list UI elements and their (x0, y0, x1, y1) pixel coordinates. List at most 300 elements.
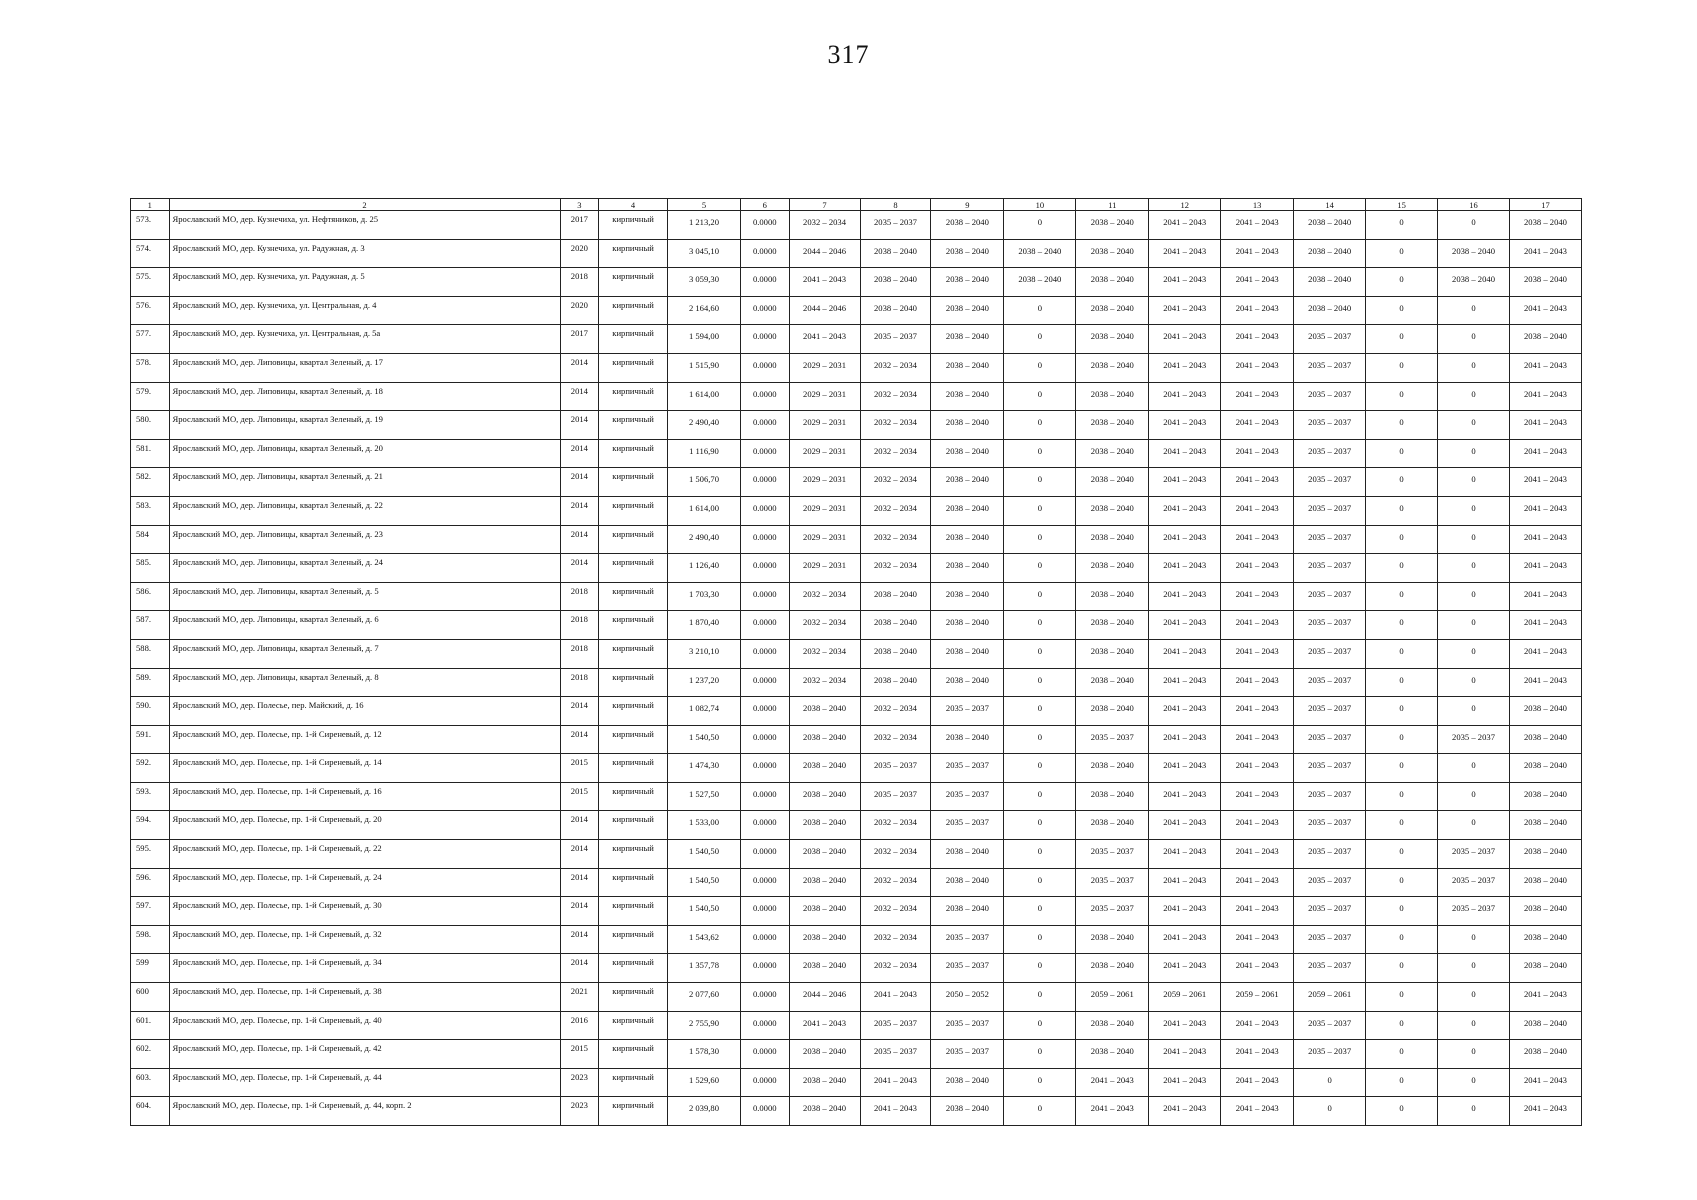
table-cell: кирпичный (599, 925, 668, 954)
table-cell: 2015 (560, 754, 599, 783)
table-cell: 2035 – 2037 (1438, 868, 1510, 897)
table-cell: 2014 (560, 496, 599, 525)
table-row (131, 954, 1582, 983)
table-cell: 2038 – 2040 (931, 725, 1004, 754)
address-cell: Ярославский МО, дер. Липовицы, квартал Зеленый, д. 6 (169, 611, 560, 640)
table-cell: 2041 – 2043 (1149, 382, 1221, 411)
table-cell: 2041 – 2043 (1149, 268, 1221, 297)
table-cell: 0 (1438, 211, 1510, 240)
address-cell: Ярославский МО, дер. Полесье, пр. 1-й Сиреневый, д. 38 (169, 983, 560, 1012)
column-header-12: 12 (1149, 199, 1221, 211)
table-cell: 2041 – 2043 (1221, 554, 1294, 583)
table-cell: 0 (1366, 782, 1438, 811)
table-cell: 2035 – 2037 (1294, 554, 1366, 583)
table-cell: 2041 – 2043 (1221, 239, 1294, 268)
table-cell: 0.0000 (740, 668, 789, 697)
table-cell: 2038 – 2040 (1294, 268, 1366, 297)
table-cell: 2038 – 2040 (1509, 725, 1581, 754)
table-cell: 2014 (560, 725, 599, 754)
address-cell: Ярославский МО, дер. Полесье, пр. 1-й Сиреневый, д. 44 (169, 1068, 560, 1097)
table-cell: 2035 – 2037 (1294, 811, 1366, 840)
table-cell: 2038 – 2040 (1509, 954, 1581, 983)
table-cell: 0.0000 (740, 353, 789, 382)
address-cell: Ярославский МО, дер. Липовицы, квартал Зеленый, д. 22 (169, 496, 560, 525)
table-cell: 2038 – 2040 (1004, 268, 1076, 297)
table-cell: 1 543,62 (668, 925, 741, 954)
table-cell: 0 (1438, 296, 1510, 325)
table-cell: 2035 – 2037 (1294, 439, 1366, 468)
table-row (131, 353, 1582, 382)
table-cell: 2041 – 2043 (1221, 840, 1294, 869)
table-cell: 0 (1438, 811, 1510, 840)
table-cell: 0 (1366, 668, 1438, 697)
table-cell: кирпичный (599, 611, 668, 640)
address-cell: Ярославский МО, дер. Полесье, пр. 1-й Сиреневый, д. 44, корп. 2 (169, 1097, 560, 1126)
table-cell: 0.0000 (740, 983, 789, 1012)
table-row (131, 754, 1582, 783)
table-cell: 2041 – 2043 (1149, 296, 1221, 325)
table-cell: кирпичный (599, 496, 668, 525)
table-cell: 2035 – 2037 (1076, 897, 1149, 926)
table-cell: 2041 – 2043 (1221, 782, 1294, 811)
table-cell: 2 490,40 (668, 525, 741, 554)
table-cell: 1 594,00 (668, 325, 741, 354)
table-cell: 0 (1366, 1068, 1438, 1097)
table-cell: 2038 – 2040 (1509, 840, 1581, 869)
table-cell: 2035 – 2037 (1294, 1040, 1366, 1069)
table-cell: 2018 (560, 611, 599, 640)
table-cell: 0.0000 (740, 925, 789, 954)
row-number-cell: 583. (131, 496, 170, 525)
table-cell: 2041 – 2043 (1509, 611, 1581, 640)
table-cell: 0 (1366, 1011, 1438, 1040)
table-cell: 0 (1004, 954, 1076, 983)
table-cell: 0 (1004, 611, 1076, 640)
column-header-9: 9 (931, 199, 1004, 211)
column-header-3: 3 (560, 199, 599, 211)
table-cell: 2014 (560, 525, 599, 554)
table-cell: 2041 – 2043 (1509, 382, 1581, 411)
table-row (131, 1011, 1582, 1040)
table-cell: 2035 – 2037 (931, 954, 1004, 983)
table-cell: 0 (1004, 1068, 1076, 1097)
table-cell: 0 (1004, 725, 1076, 754)
table-cell: 1 116,90 (668, 439, 741, 468)
table-row (131, 611, 1582, 640)
table-cell: 2035 – 2037 (1294, 496, 1366, 525)
table-cell: 0.0000 (740, 496, 789, 525)
table-cell: 2041 – 2043 (1221, 954, 1294, 983)
table-cell: 1 540,50 (668, 725, 741, 754)
table-cell: 2038 – 2040 (1076, 268, 1149, 297)
table-cell: 2032 – 2034 (860, 353, 931, 382)
table-cell: 2018 (560, 268, 599, 297)
table-cell: 2038 – 2040 (1509, 1040, 1581, 1069)
table-cell: 2014 (560, 439, 599, 468)
table-cell: 2035 – 2037 (1294, 954, 1366, 983)
address-cell: Ярославский МО, дер. Липовицы, квартал Зеленый, д. 5 (169, 582, 560, 611)
table-cell: 2035 – 2037 (1294, 725, 1366, 754)
table-cell: 2035 – 2037 (1076, 725, 1149, 754)
table-cell: 2038 – 2040 (1076, 582, 1149, 611)
table-cell: 2015 (560, 782, 599, 811)
address-cell: Ярославский МО, дер. Кузнечиха, ул. Центральная, д. 5а (169, 325, 560, 354)
table-cell: 2041 – 2043 (1509, 496, 1581, 525)
table-cell: 0 (1438, 1068, 1510, 1097)
table-cell: 0 (1438, 639, 1510, 668)
table-cell: 0 (1438, 554, 1510, 583)
table-cell: 2014 (560, 554, 599, 583)
table-cell: 1 578,30 (668, 1040, 741, 1069)
table-cell: 2041 – 2043 (1149, 782, 1221, 811)
table-cell: 2041 – 2043 (1149, 611, 1221, 640)
table-cell: 0 (1438, 411, 1510, 440)
table-cell: кирпичный (599, 296, 668, 325)
table-cell: 1 126,40 (668, 554, 741, 583)
table-row (131, 811, 1582, 840)
table-cell: 2041 – 2043 (1509, 983, 1581, 1012)
table-cell: 0 (1004, 811, 1076, 840)
table-row (131, 897, 1582, 926)
table-cell: 0 (1004, 1040, 1076, 1069)
table-cell: 0.0000 (740, 611, 789, 640)
row-number-cell: 587. (131, 611, 170, 640)
table-cell: 2038 – 2040 (1076, 439, 1149, 468)
table-cell: кирпичный (599, 1011, 668, 1040)
table-cell: 2018 (560, 639, 599, 668)
row-number-cell: 579. (131, 382, 170, 411)
table-cell: 0 (1366, 325, 1438, 354)
table-cell: 1 213,20 (668, 211, 741, 240)
table-cell: 2038 – 2040 (1509, 1011, 1581, 1040)
column-header-14: 14 (1294, 199, 1366, 211)
table-cell: кирпичный (599, 840, 668, 869)
table-cell: 2038 – 2040 (1076, 782, 1149, 811)
table-cell: 0.0000 (740, 296, 789, 325)
table-cell: 2035 – 2037 (860, 1011, 931, 1040)
row-number-cell: 589. (131, 668, 170, 697)
table-cell: 2035 – 2037 (860, 325, 931, 354)
table-row (131, 983, 1582, 1012)
table-cell: 0 (1004, 382, 1076, 411)
row-number-cell: 604. (131, 1097, 170, 1126)
table-cell: 2041 – 2043 (1149, 211, 1221, 240)
table-cell: 0.0000 (740, 840, 789, 869)
address-cell: Ярославский МО, дер. Липовицы, квартал Зеленый, д. 21 (169, 468, 560, 497)
column-header-7: 7 (789, 199, 860, 211)
table-cell: 1 082,74 (668, 697, 741, 726)
table-cell: 2041 – 2043 (1221, 439, 1294, 468)
table-cell: кирпичный (599, 725, 668, 754)
table-cell: 0 (1366, 411, 1438, 440)
table-cell: 0 (1004, 468, 1076, 497)
table-cell: кирпичный (599, 668, 668, 697)
address-cell: Ярославский МО, дер. Полесье, пр. 1-й Сиреневый, д. 12 (169, 725, 560, 754)
table-row (131, 382, 1582, 411)
table-cell: кирпичный (599, 1068, 668, 1097)
table-cell: 2029 – 2031 (789, 382, 860, 411)
table-cell: 0 (1366, 525, 1438, 554)
table-cell: 2041 – 2043 (1509, 239, 1581, 268)
table-cell: 2032 – 2034 (860, 468, 931, 497)
table-cell: 2038 – 2040 (1509, 925, 1581, 954)
table-cell: 0 (1004, 782, 1076, 811)
table-cell: 0.0000 (740, 1068, 789, 1097)
table-cell: кирпичный (599, 954, 668, 983)
table-cell: 2041 – 2043 (1149, 439, 1221, 468)
table-cell: 2041 – 2043 (1149, 468, 1221, 497)
table-cell: 0.0000 (740, 897, 789, 926)
table-cell: кирпичный (599, 897, 668, 926)
table-cell: 2038 – 2040 (1509, 697, 1581, 726)
table-cell: 0.0000 (740, 554, 789, 583)
row-number-cell: 591. (131, 725, 170, 754)
table-cell: 2035 – 2037 (1294, 325, 1366, 354)
table-cell: 2041 – 2043 (1221, 268, 1294, 297)
address-cell: Ярославский МО, дер. Полесье, пр. 1-й Сиреневый, д. 40 (169, 1011, 560, 1040)
table-row (131, 525, 1582, 554)
table-cell: 2041 – 2043 (860, 1068, 931, 1097)
table-cell: 0 (1004, 697, 1076, 726)
table-cell: 2038 – 2040 (1076, 754, 1149, 783)
table-cell: кирпичный (599, 468, 668, 497)
table-cell: 2041 – 2043 (1149, 754, 1221, 783)
table-cell: 0 (1438, 611, 1510, 640)
row-number-cell: 585. (131, 554, 170, 583)
table-cell: 2041 – 2043 (1221, 211, 1294, 240)
table-cell: 2 077,60 (668, 983, 741, 1012)
table-cell: 2038 – 2040 (931, 1097, 1004, 1126)
table-cell: 2041 – 2043 (1221, 1011, 1294, 1040)
table-cell: 0 (1438, 1011, 1510, 1040)
table-cell: 0 (1366, 811, 1438, 840)
table-cell: 2014 (560, 868, 599, 897)
table-cell: 2041 – 2043 (1509, 1068, 1581, 1097)
table-cell: 0.0000 (740, 468, 789, 497)
table-cell: 0 (1438, 582, 1510, 611)
table-cell: 2050 – 2052 (931, 983, 1004, 1012)
address-cell: Ярославский МО, дер. Полесье, пр. 1-й Сиреневый, д. 14 (169, 754, 560, 783)
table-cell: 2032 – 2034 (860, 411, 931, 440)
table-cell: 2038 – 2040 (789, 925, 860, 954)
table-cell: 0 (1004, 1097, 1076, 1126)
column-header-16: 16 (1438, 199, 1510, 211)
table-cell: 2032 – 2034 (860, 725, 931, 754)
table-cell: 2041 – 2043 (1076, 1068, 1149, 1097)
table-cell: 0.0000 (740, 1040, 789, 1069)
table-cell: 2038 – 2040 (931, 668, 1004, 697)
table-cell: 2041 – 2043 (789, 325, 860, 354)
table-cell: 2023 (560, 1068, 599, 1097)
table-cell: 2059 – 2061 (1076, 983, 1149, 1012)
table-cell: 0 (1004, 582, 1076, 611)
table-cell: 0 (1438, 325, 1510, 354)
table-row (131, 239, 1582, 268)
table-cell: 0 (1366, 925, 1438, 954)
table-cell: кирпичный (599, 754, 668, 783)
table-row (131, 1068, 1582, 1097)
table-cell: 2014 (560, 811, 599, 840)
table-cell: 1 614,00 (668, 382, 741, 411)
row-number-cell: 580. (131, 411, 170, 440)
table-cell: 2014 (560, 382, 599, 411)
table-cell: 2035 – 2037 (1294, 353, 1366, 382)
address-cell: Ярославский МО, дер. Полесье, пр. 1-й Сиреневый, д. 30 (169, 897, 560, 926)
table-cell: 2041 – 2043 (1221, 468, 1294, 497)
table-cell: 2038 – 2040 (1076, 468, 1149, 497)
address-cell: Ярославский МО, дер. Липовицы, квартал Зеленый, д. 20 (169, 439, 560, 468)
table-cell: 2035 – 2037 (931, 925, 1004, 954)
table-cell: 0 (1438, 925, 1510, 954)
table-cell: 2041 – 2043 (1221, 811, 1294, 840)
table-cell: 2014 (560, 411, 599, 440)
table-cell: 0 (1438, 697, 1510, 726)
table-cell: 0 (1366, 268, 1438, 297)
table-cell: 2038 – 2040 (789, 868, 860, 897)
table-cell: 2041 – 2043 (1221, 582, 1294, 611)
table-cell: 2038 – 2040 (1076, 925, 1149, 954)
table-cell: 2041 – 2043 (1221, 353, 1294, 382)
table-cell: 2041 – 2043 (1509, 411, 1581, 440)
table-cell: 2038 – 2040 (1509, 325, 1581, 354)
row-number-cell: 575. (131, 268, 170, 297)
table-cell: 2014 (560, 353, 599, 382)
table-cell: 2038 – 2040 (860, 239, 931, 268)
table-cell: 2032 – 2034 (860, 496, 931, 525)
table-row (131, 840, 1582, 869)
table-cell: 0.0000 (740, 1011, 789, 1040)
table-cell: 0 (1366, 840, 1438, 869)
table-cell: 0 (1366, 1040, 1438, 1069)
table-cell: 2032 – 2034 (860, 897, 931, 926)
table-cell: 2038 – 2040 (931, 411, 1004, 440)
table-cell: 2035 – 2037 (1076, 840, 1149, 869)
column-header-1: 1 (131, 199, 170, 211)
table-cell: 2035 – 2037 (1294, 868, 1366, 897)
table-cell: 2035 – 2037 (1438, 897, 1510, 926)
table-cell: 0 (1366, 868, 1438, 897)
table-cell: 2038 – 2040 (1076, 1040, 1149, 1069)
table-cell: 2038 – 2040 (1076, 1011, 1149, 1040)
table-cell: 0 (1004, 496, 1076, 525)
table-cell: кирпичный (599, 353, 668, 382)
table-cell: 2038 – 2040 (1076, 411, 1149, 440)
table-cell: 2038 – 2040 (931, 496, 1004, 525)
table-row (131, 296, 1582, 325)
table-cell: 2041 – 2043 (1149, 668, 1221, 697)
table-cell: 2020 (560, 239, 599, 268)
table-cell: 2038 – 2040 (1509, 268, 1581, 297)
table-cell: 2035 – 2037 (1294, 411, 1366, 440)
table-cell: 2038 – 2040 (931, 382, 1004, 411)
table-cell: 2041 – 2043 (1149, 353, 1221, 382)
table-cell: 2029 – 2031 (789, 496, 860, 525)
table-cell: 2041 – 2043 (1149, 639, 1221, 668)
table-cell: 2035 – 2037 (1294, 639, 1366, 668)
table-cell: 0 (1438, 782, 1510, 811)
table-body (131, 211, 1582, 1126)
address-cell: Ярославский МО, дер. Полесье, пр. 1-й Сиреневый, д. 42 (169, 1040, 560, 1069)
table-row (131, 639, 1582, 668)
table-cell: 2038 – 2040 (1076, 382, 1149, 411)
table-cell: 2032 – 2034 (860, 925, 931, 954)
table-cell: 0 (1438, 954, 1510, 983)
address-cell: Ярославский МО, дер. Кузнечиха, ул. Нефтяников, д. 25 (169, 211, 560, 240)
table-cell: 2041 – 2043 (1221, 1068, 1294, 1097)
table-cell: 2035 – 2037 (1294, 582, 1366, 611)
table-cell: 2038 – 2040 (931, 268, 1004, 297)
table-cell: 2038 – 2040 (931, 439, 1004, 468)
table-cell: 2035 – 2037 (860, 211, 931, 240)
table-cell: 2044 – 2046 (789, 239, 860, 268)
table-cell: кирпичный (599, 211, 668, 240)
row-number-cell: 581. (131, 439, 170, 468)
table-cell: 2038 – 2040 (789, 897, 860, 926)
table-cell: кирпичный (599, 411, 668, 440)
table-row (131, 1097, 1582, 1126)
table-cell: 2038 – 2040 (789, 954, 860, 983)
table-row (131, 782, 1582, 811)
column-header-15: 15 (1366, 199, 1438, 211)
row-number-cell: 592. (131, 754, 170, 783)
table-cell: 2014 (560, 840, 599, 869)
address-cell: Ярославский МО, дер. Липовицы, квартал Зеленый, д. 23 (169, 525, 560, 554)
table-cell: 0 (1366, 754, 1438, 783)
table-cell: 2041 – 2043 (1149, 725, 1221, 754)
table-row (131, 868, 1582, 897)
table-cell: 1 474,30 (668, 754, 741, 783)
table-cell: 0 (1438, 983, 1510, 1012)
row-number-cell: 576. (131, 296, 170, 325)
table-cell: кирпичный (599, 239, 668, 268)
table-cell: 2029 – 2031 (789, 554, 860, 583)
table-cell: 2038 – 2040 (1509, 754, 1581, 783)
table-cell: 2038 – 2040 (1076, 296, 1149, 325)
table-cell: 0 (1004, 211, 1076, 240)
row-number-cell: 600 (131, 983, 170, 1012)
table-cell: 2041 – 2043 (1149, 525, 1221, 554)
table-cell: 2038 – 2040 (1076, 211, 1149, 240)
table-cell: 2038 – 2040 (1438, 268, 1510, 297)
table-cell: 2038 – 2040 (860, 668, 931, 697)
housing-register-table (130, 198, 1582, 1126)
table-cell: 2035 – 2037 (1294, 840, 1366, 869)
table-cell: 1 237,20 (668, 668, 741, 697)
table-cell: 2038 – 2040 (1076, 639, 1149, 668)
table-cell: 2038 – 2040 (931, 868, 1004, 897)
table-cell: 2035 – 2037 (931, 782, 1004, 811)
table-cell: 2035 – 2037 (860, 1040, 931, 1069)
row-number-cell: 586. (131, 582, 170, 611)
table-cell: 2038 – 2040 (931, 611, 1004, 640)
table-cell: 0 (1366, 239, 1438, 268)
table-cell: 1 703,30 (668, 582, 741, 611)
table-cell: 2038 – 2040 (789, 840, 860, 869)
table-cell: 2038 – 2040 (931, 525, 1004, 554)
table-cell: кирпичный (599, 1040, 668, 1069)
table-cell: 0.0000 (740, 268, 789, 297)
row-number-cell: 588. (131, 639, 170, 668)
table-cell: 2032 – 2034 (789, 639, 860, 668)
table-cell: 2041 – 2043 (1149, 411, 1221, 440)
table-cell: 2041 – 2043 (1509, 296, 1581, 325)
table-cell: 2038 – 2040 (1076, 353, 1149, 382)
row-number-cell: 596. (131, 868, 170, 897)
table-cell: 2032 – 2034 (860, 954, 931, 983)
table-cell: 1 870,40 (668, 611, 741, 640)
table-cell: 0 (1004, 925, 1076, 954)
address-cell: Ярославский МО, дер. Полесье, пр. 1-й Сиреневый, д. 32 (169, 925, 560, 954)
